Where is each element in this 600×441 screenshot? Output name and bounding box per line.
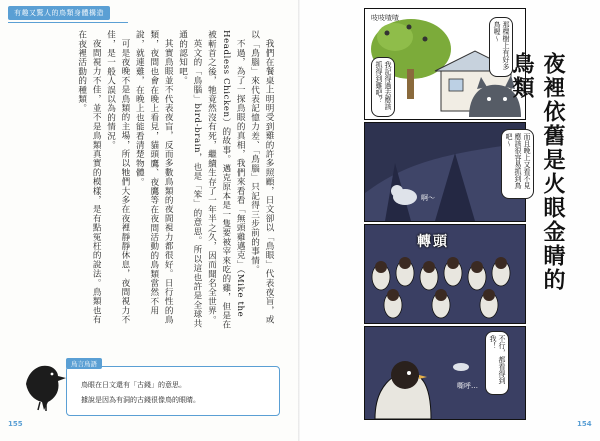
note-tag: 鳥言鳥語 [66,358,102,369]
comic-panel-3 [364,224,526,324]
body-text [44,30,276,330]
sfx-ah: 啊～ [421,194,435,202]
body-paragraph: 英文的「鳥腦」bird-brain，也是「笨」的意思。所以這也許是全球共通的認知吧。 [177,30,202,328]
note-line: 據說是因為有洞的古錢很像鳥的眼睛。 [81,396,200,404]
page-number: 155 [8,420,23,428]
comic-panel-4 [364,326,526,420]
sfx-turn-head: 轉頭 [417,234,449,250]
speech-bubble: 不行，都看得到我！ [485,331,509,395]
sfx-hiss: 嘶呼… [457,382,478,390]
comic-panel-2 [364,122,531,222]
chapter-header-tab: 有趣又驚人的鳥類身體構造 [8,6,110,20]
body-paragraph: 其實鳥眼並不代表夜盲，反而多數鳥類的夜間視力都很好。日行性的鳥類，夜間也會在晚上看見，貓頭鷹、夜鷹等在夜間活動的鳥類當然不用說，就連雞，在晚上也能看清楚物體。 [134,30,174,324]
body-paragraph: 夜間視力不佳，並不是鳥類真實的模樣，是有點冤枉的說法。鳥類也有在夜裡活動的種類。 [76,30,102,324]
sfx-chirp: 吱吱喳喳 [371,14,399,22]
note-line: 鳥眼在日文還有「古錢」的意思。 [81,381,186,389]
crow-illustration [18,354,72,412]
body-paragraph: 不過，為了一探鳥眼的真相，我們來看看「無頭雞邁克」（Mike the Headless Chicken）的故事。邁克原本是一隻要被宰來吃的雞，但是在被斬首之後，牠竟然沒有死，繼續生存了一年半之久，因而聞名全世界。 [206,30,246,330]
page-number: 154 [577,420,592,428]
speech-bubble: 那棵樹上有好多鳥喔～ [489,17,513,77]
body-paragraph: 可是夜晚不是鳥類的主場，所以牠們大多在夜裡靜靜休息，夜間視力不佳，是一般人誤以為的情況。 [105,30,130,324]
page-title: 夜裡依舊是火眼金睛的鳥類 [509,52,565,292]
speech-bubble: 我記得過去應該抓得到雞吧？ [371,57,395,117]
comic-panel-1 [364,8,526,120]
speech-bubble: 而且晚上又看不見應該很容易抓到鳥吧～ [501,129,534,199]
body-paragraph: 我們在餐桌上明明受到雞的許多照顧，日文卻以「鳥眼」代表夜盲，或以「鳥腦」來代表記憶力差、「鳥腦」只記得三步前的事情。 [249,30,274,324]
header-rule [8,22,128,23]
note-box [66,360,280,416]
